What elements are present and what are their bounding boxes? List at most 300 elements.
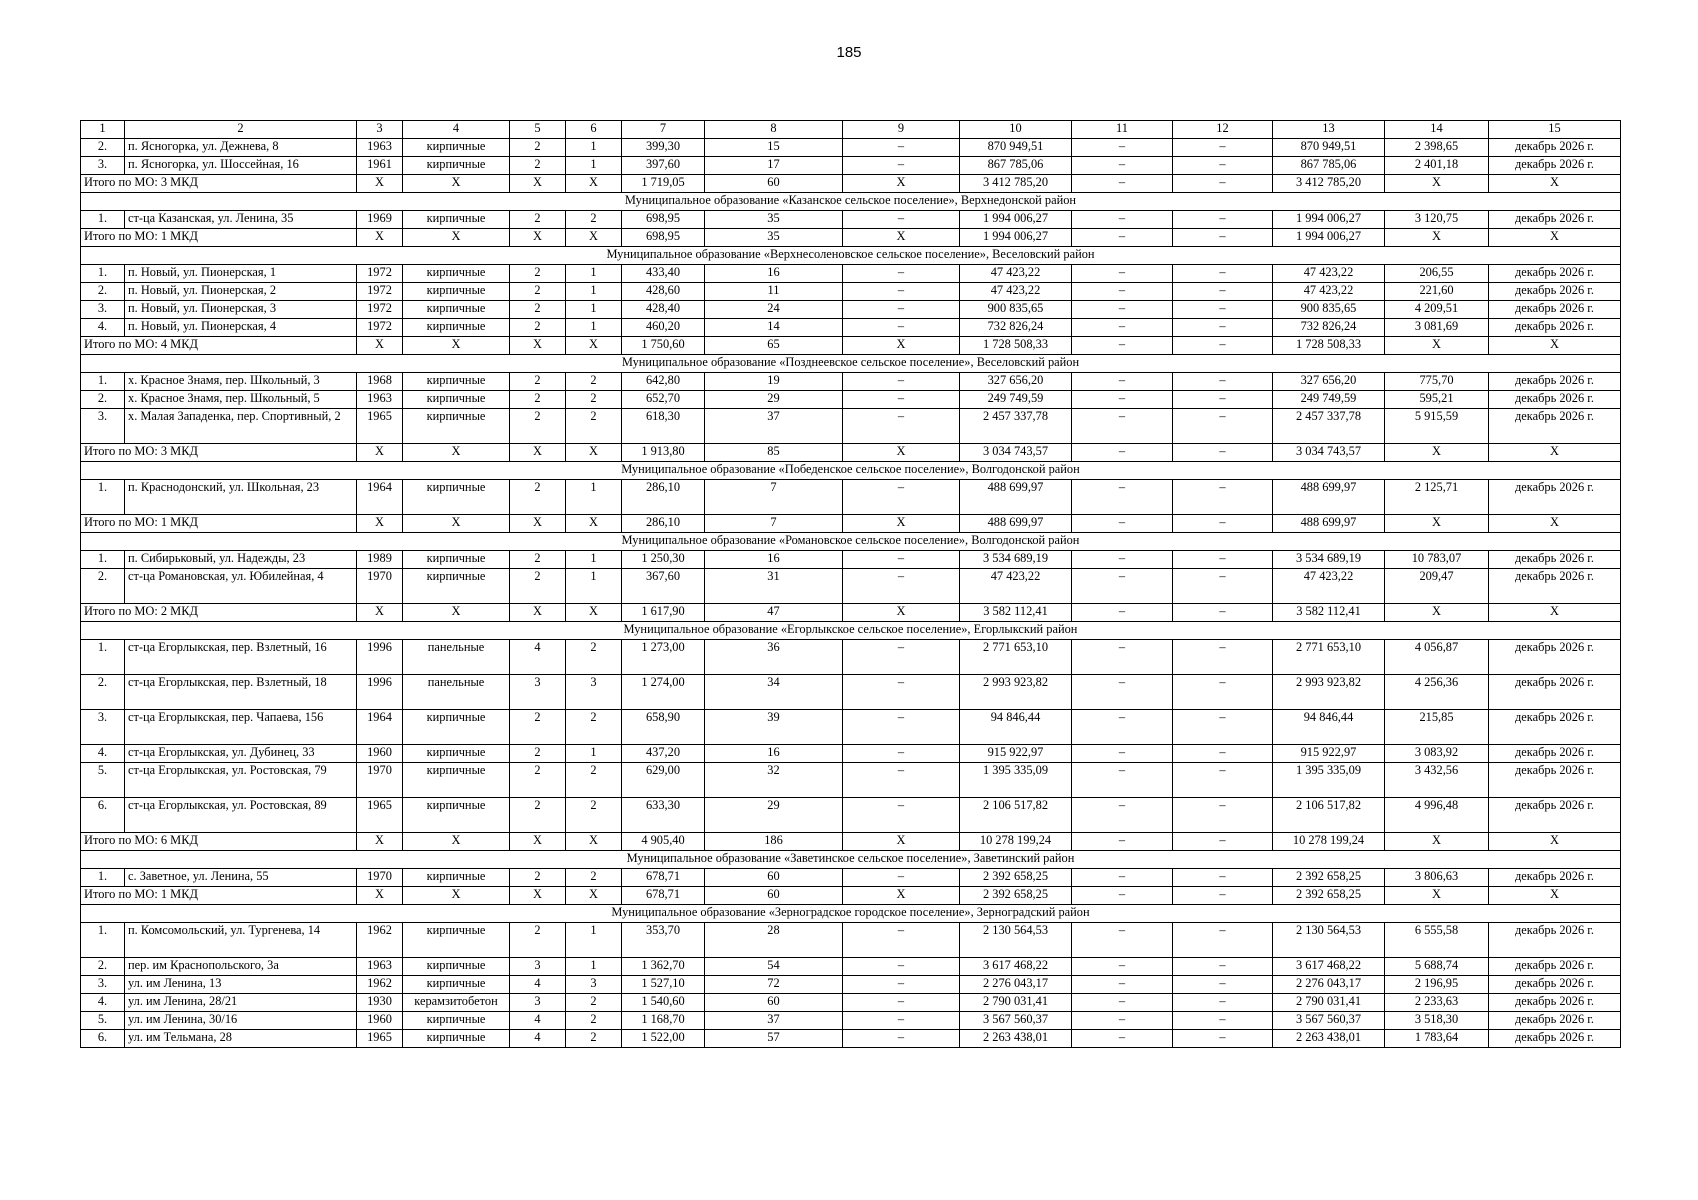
cell-area: 353,70: [622, 923, 705, 958]
total-cell-area: 1 750,60: [622, 337, 705, 355]
cell-cost-per-m2: 595,21: [1385, 391, 1489, 409]
section-row: [81, 851, 1621, 869]
cell-floors: 2: [510, 923, 566, 958]
total-row: [81, 833, 1621, 851]
table-row: [81, 569, 1621, 604]
cell-residents: 37: [705, 1012, 843, 1030]
cell-col9: –: [843, 976, 960, 994]
cell-total-cost: 915 922,97: [1273, 745, 1385, 763]
cell-col12: –: [1173, 994, 1273, 1012]
total-cell-deadline: X: [1489, 833, 1621, 851]
cell-cost-per-m2: 206,55: [1385, 265, 1489, 283]
cell-deadline: декабрь 2026 г.: [1489, 869, 1621, 887]
cell-cost-per-m2: 3 083,92: [1385, 745, 1489, 763]
total-cell-floors: X: [510, 515, 566, 533]
cell-residents: 11: [705, 283, 843, 301]
cell-cost-per-m2: 2 398,65: [1385, 139, 1489, 157]
cell-cost-per-m2: 5 915,59: [1385, 409, 1489, 444]
total-cell-cost-per-m2: X: [1385, 604, 1489, 622]
table-row: [81, 319, 1621, 337]
cell-residents: 16: [705, 265, 843, 283]
cell-floors: 2: [510, 157, 566, 175]
cell-total-cost: 2 771 653,10: [1273, 640, 1385, 675]
cell-address: п. Ясногорка, ул. Дежнева, 8: [125, 139, 357, 157]
cell-floors: 4: [510, 976, 566, 994]
cell-number: 1.: [81, 551, 125, 569]
cell-col9: –: [843, 409, 960, 444]
table-row: [81, 157, 1621, 175]
cell-residents: 57: [705, 1030, 843, 1048]
table-row: [81, 869, 1621, 887]
total-cell-total-cost: 2 392 658,25: [1273, 887, 1385, 905]
cell-cost: 1 994 006,27: [960, 211, 1072, 229]
cell-cost: 1 395 335,09: [960, 763, 1072, 798]
cell-entrances: 1: [566, 480, 622, 515]
cell-year: 1962: [357, 976, 403, 994]
cell-residents: 54: [705, 958, 843, 976]
cell-cost: 2 392 658,25: [960, 869, 1072, 887]
table-row: [81, 976, 1621, 994]
cell-number: 1.: [81, 640, 125, 675]
cell-wall-material: кирпичные: [403, 976, 510, 994]
cell-deadline: декабрь 2026 г.: [1489, 710, 1621, 745]
total-cell-residents: 65: [705, 337, 843, 355]
cell-area: 397,60: [622, 157, 705, 175]
cell-col9: –: [843, 798, 960, 833]
total-cell-residents: 60: [705, 175, 843, 193]
cell-cost: 2 993 923,82: [960, 675, 1072, 710]
cell-area: 1 273,00: [622, 640, 705, 675]
cell-col12: –: [1173, 710, 1273, 745]
cell-total-cost: 2 457 337,78: [1273, 409, 1385, 444]
cell-wall-material: кирпичные: [403, 265, 510, 283]
cell-floors: 2: [510, 373, 566, 391]
cell-area: 433,40: [622, 265, 705, 283]
total-cell-col11: –: [1072, 229, 1173, 247]
total-cell-cost-per-m2: X: [1385, 887, 1489, 905]
cell-cost-per-m2: 2 125,71: [1385, 480, 1489, 515]
cell-area: 437,20: [622, 745, 705, 763]
total-cell-deadline: X: [1489, 887, 1621, 905]
total-cell-entrances: X: [566, 337, 622, 355]
cell-total-cost: 327 656,20: [1273, 373, 1385, 391]
total-cell-col11: –: [1072, 175, 1173, 193]
cell-address: п. Комсомольский, ул. Тургенева, 14: [125, 923, 357, 958]
total-cell-total-cost: 10 278 199,24: [1273, 833, 1385, 851]
cell-cost-per-m2: 5 688,74: [1385, 958, 1489, 976]
total-cell-area: 1 719,05: [622, 175, 705, 193]
cell-total-cost: 2 392 658,25: [1273, 869, 1385, 887]
total-cell-col11: –: [1072, 833, 1173, 851]
cell-col11: –: [1072, 409, 1173, 444]
total-cell-floors: X: [510, 604, 566, 622]
cell-col9: –: [843, 157, 960, 175]
total-cell-col9: X: [843, 229, 960, 247]
cell-number: 1.: [81, 869, 125, 887]
cell-year: 1996: [357, 640, 403, 675]
total-cell-col9: X: [843, 833, 960, 851]
total-cell-area: 4 905,40: [622, 833, 705, 851]
cell-entrances: 1: [566, 139, 622, 157]
cell-area: 652,70: [622, 391, 705, 409]
cell-cost-per-m2: 3 081,69: [1385, 319, 1489, 337]
header-cell: 14: [1385, 121, 1489, 139]
cell-entrances: 1: [566, 265, 622, 283]
total-cell-cost: 3 034 743,57: [960, 444, 1072, 462]
cell-total-cost: 870 949,51: [1273, 139, 1385, 157]
cell-col9: –: [843, 211, 960, 229]
table-row: [81, 675, 1621, 710]
total-cell-deadline: X: [1489, 515, 1621, 533]
cell-col12: –: [1173, 923, 1273, 958]
cell-address: ул. им Тельмана, 28: [125, 1030, 357, 1048]
cell-col11: –: [1072, 763, 1173, 798]
cell-address: ст-ца Егорлыкская, ул. Ростовская, 89: [125, 798, 357, 833]
cell-entrances: 1: [566, 551, 622, 569]
total-label: Итого по МО: 1 МКД: [81, 515, 357, 533]
cell-year: 1965: [357, 409, 403, 444]
cell-number: 1.: [81, 923, 125, 958]
cell-col11: –: [1072, 994, 1173, 1012]
total-cell-entrances: X: [566, 887, 622, 905]
cell-col12: –: [1173, 569, 1273, 604]
cell-number: 2.: [81, 675, 125, 710]
cell-entrances: 2: [566, 710, 622, 745]
cell-number: 6.: [81, 798, 125, 833]
total-cell-residents: 7: [705, 515, 843, 533]
total-cell-col9: X: [843, 175, 960, 193]
cell-residents: 34: [705, 675, 843, 710]
total-cell-cost: 10 278 199,24: [960, 833, 1072, 851]
cell-wall-material: кирпичные: [403, 869, 510, 887]
cell-wall-material: кирпичные: [403, 319, 510, 337]
cell-cost-per-m2: 3 120,75: [1385, 211, 1489, 229]
cell-col11: –: [1072, 391, 1173, 409]
cell-cost: 2 106 517,82: [960, 798, 1072, 833]
cell-number: 3.: [81, 409, 125, 444]
cell-floors: 2: [510, 480, 566, 515]
cell-col11: –: [1072, 869, 1173, 887]
total-cell-cost-per-m2: X: [1385, 175, 1489, 193]
cell-wall-material: кирпичные: [403, 710, 510, 745]
total-cell-col9: X: [843, 515, 960, 533]
total-cell-col11: –: [1072, 515, 1173, 533]
cell-area: 367,60: [622, 569, 705, 604]
section-title: Муниципальное образование «Романовское сельское поселение», Волгодонской район: [81, 533, 1621, 551]
cell-cost: 47 423,22: [960, 265, 1072, 283]
total-cell-floors: X: [510, 175, 566, 193]
table-row: [81, 640, 1621, 675]
total-cell-deadline: X: [1489, 337, 1621, 355]
cell-total-cost: 488 699,97: [1273, 480, 1385, 515]
cell-address: ул. им Ленина, 28/21: [125, 994, 357, 1012]
cell-cost-per-m2: 4 996,48: [1385, 798, 1489, 833]
total-cell-residents: 35: [705, 229, 843, 247]
cell-area: 618,30: [622, 409, 705, 444]
cell-address: ст-ца Егорлыкская, ул. Ростовская, 79: [125, 763, 357, 798]
cell-floors: 2: [510, 710, 566, 745]
cell-col11: –: [1072, 745, 1173, 763]
cell-col9: –: [843, 994, 960, 1012]
cell-floors: 2: [510, 301, 566, 319]
total-cell-floors: X: [510, 887, 566, 905]
cell-col11: –: [1072, 265, 1173, 283]
table-row: [81, 391, 1621, 409]
cell-residents: 29: [705, 798, 843, 833]
table-row: [81, 283, 1621, 301]
cell-cost-per-m2: 3 518,30: [1385, 1012, 1489, 1030]
cell-area: 1 540,60: [622, 994, 705, 1012]
total-cell-total-cost: 488 699,97: [1273, 515, 1385, 533]
cell-entrances: 1: [566, 157, 622, 175]
cell-wall-material: кирпичные: [403, 157, 510, 175]
cell-entrances: 1: [566, 745, 622, 763]
cell-deadline: декабрь 2026 г.: [1489, 745, 1621, 763]
cell-total-cost: 2 263 438,01: [1273, 1030, 1385, 1048]
cell-cost: 870 949,51: [960, 139, 1072, 157]
cell-number: 1.: [81, 373, 125, 391]
cell-cost: 94 846,44: [960, 710, 1072, 745]
cell-cost: 867 785,06: [960, 157, 1072, 175]
cell-residents: 17: [705, 157, 843, 175]
total-cell-cost: 1 728 508,33: [960, 337, 1072, 355]
total-cell-year: X: [357, 887, 403, 905]
table-row: [81, 373, 1621, 391]
total-cell-entrances: X: [566, 833, 622, 851]
cell-col12: –: [1173, 283, 1273, 301]
cell-col12: –: [1173, 976, 1273, 994]
cell-deadline: декабрь 2026 г.: [1489, 763, 1621, 798]
cell-col12: –: [1173, 319, 1273, 337]
cell-residents: 31: [705, 569, 843, 604]
total-cell-wall-material: X: [403, 175, 510, 193]
cell-deadline: декабрь 2026 г.: [1489, 409, 1621, 444]
cell-number: 4.: [81, 994, 125, 1012]
section-row: [81, 533, 1621, 551]
cell-residents: 16: [705, 745, 843, 763]
total-cell-entrances: X: [566, 604, 622, 622]
header-cell: 15: [1489, 121, 1621, 139]
total-cell-cost: 3 412 785,20: [960, 175, 1072, 193]
cell-floors: 4: [510, 640, 566, 675]
cell-deadline: декабрь 2026 г.: [1489, 373, 1621, 391]
total-label: Итого по МО: 3 МКД: [81, 444, 357, 462]
cell-col9: –: [843, 675, 960, 710]
cell-col12: –: [1173, 958, 1273, 976]
cell-cost: 3 617 468,22: [960, 958, 1072, 976]
total-row: [81, 515, 1621, 533]
cell-total-cost: 94 846,44: [1273, 710, 1385, 745]
section-row: [81, 193, 1621, 211]
cell-residents: 35: [705, 211, 843, 229]
total-row: [81, 604, 1621, 622]
cell-number: 3.: [81, 301, 125, 319]
total-row: [81, 887, 1621, 905]
total-cell-total-cost: 3 412 785,20: [1273, 175, 1385, 193]
cell-cost-per-m2: 215,85: [1385, 710, 1489, 745]
cell-wall-material: керамзитобетон: [403, 994, 510, 1012]
cell-col12: –: [1173, 763, 1273, 798]
cell-total-cost: 1 994 006,27: [1273, 211, 1385, 229]
total-cell-wall-material: X: [403, 604, 510, 622]
cell-total-cost: 2 276 043,17: [1273, 976, 1385, 994]
cell-number: 2.: [81, 958, 125, 976]
cell-area: 633,30: [622, 798, 705, 833]
total-cell-deadline: X: [1489, 444, 1621, 462]
cell-residents: 36: [705, 640, 843, 675]
total-label: Итого по МО: 1 МКД: [81, 887, 357, 905]
cell-cost: 2 130 564,53: [960, 923, 1072, 958]
cell-wall-material: кирпичные: [403, 798, 510, 833]
cell-address: ст-ца Егорлыкская, пер. Взлетный, 18: [125, 675, 357, 710]
cell-col12: –: [1173, 798, 1273, 833]
cell-cost-per-m2: 10 783,07: [1385, 551, 1489, 569]
cell-deadline: декабрь 2026 г.: [1489, 1012, 1621, 1030]
cell-residents: 72: [705, 976, 843, 994]
total-cell-year: X: [357, 833, 403, 851]
cell-total-cost: 2 106 517,82: [1273, 798, 1385, 833]
cell-year: 1970: [357, 569, 403, 604]
table-row: [81, 923, 1621, 958]
cell-number: 5.: [81, 1012, 125, 1030]
total-cell-entrances: X: [566, 175, 622, 193]
page-number: 185: [836, 44, 862, 61]
header-cell: 8: [705, 121, 843, 139]
cell-cost: 2 771 653,10: [960, 640, 1072, 675]
cell-entrances: 2: [566, 391, 622, 409]
total-cell-col9: X: [843, 604, 960, 622]
cell-year: 1960: [357, 1012, 403, 1030]
cell-number: 1.: [81, 211, 125, 229]
total-cell-deadline: X: [1489, 229, 1621, 247]
cell-cost: 915 922,97: [960, 745, 1072, 763]
cell-wall-material: кирпичные: [403, 569, 510, 604]
table-row: [81, 1012, 1621, 1030]
cell-wall-material: кирпичные: [403, 139, 510, 157]
cell-wall-material: кирпичные: [403, 211, 510, 229]
cell-area: 678,71: [622, 869, 705, 887]
cell-total-cost: 47 423,22: [1273, 283, 1385, 301]
total-cell-col9: X: [843, 444, 960, 462]
cell-area: 1 168,70: [622, 1012, 705, 1030]
cell-residents: 19: [705, 373, 843, 391]
total-cell-col12: –: [1173, 833, 1273, 851]
cell-cost-per-m2: 775,70: [1385, 373, 1489, 391]
table-row: [81, 798, 1621, 833]
cell-cost: 900 835,65: [960, 301, 1072, 319]
cell-wall-material: кирпичные: [403, 283, 510, 301]
cell-floors: 2: [510, 283, 566, 301]
total-cell-col11: –: [1072, 337, 1173, 355]
header-cell: 6: [566, 121, 622, 139]
cell-wall-material: кирпичные: [403, 551, 510, 569]
cell-area: 1 522,00: [622, 1030, 705, 1048]
cell-cost: 47 423,22: [960, 283, 1072, 301]
cell-year: 1962: [357, 923, 403, 958]
cell-area: 1 362,70: [622, 958, 705, 976]
cell-entrances: 1: [566, 569, 622, 604]
cell-area: 1 274,00: [622, 675, 705, 710]
cell-wall-material: панельные: [403, 640, 510, 675]
cell-year: 1970: [357, 869, 403, 887]
cell-col9: –: [843, 745, 960, 763]
cell-number: 2.: [81, 569, 125, 604]
housing-table: [80, 120, 1621, 1048]
cell-year: 1960: [357, 745, 403, 763]
cell-year: 1965: [357, 1030, 403, 1048]
total-cell-cost: 488 699,97: [960, 515, 1072, 533]
cell-col9: –: [843, 551, 960, 569]
total-cell-floors: X: [510, 833, 566, 851]
cell-total-cost: 3 617 468,22: [1273, 958, 1385, 976]
cell-floors: 3: [510, 675, 566, 710]
section-title: Муниципальное образование «Победенское сельское поселение», Волгодонской район: [81, 462, 1621, 480]
total-cell-col12: –: [1173, 175, 1273, 193]
header-cell: 3: [357, 121, 403, 139]
cell-year: 1970: [357, 763, 403, 798]
cell-address: ул. им Ленина, 13: [125, 976, 357, 994]
total-cell-cost-per-m2: X: [1385, 229, 1489, 247]
cell-number: 1.: [81, 265, 125, 283]
cell-area: 428,40: [622, 301, 705, 319]
cell-cost-per-m2: 1 783,64: [1385, 1030, 1489, 1048]
cell-deadline: декабрь 2026 г.: [1489, 157, 1621, 175]
cell-deadline: декабрь 2026 г.: [1489, 551, 1621, 569]
cell-col11: –: [1072, 640, 1173, 675]
cell-deadline: декабрь 2026 г.: [1489, 1030, 1621, 1048]
cell-col11: –: [1072, 675, 1173, 710]
total-cell-residents: 60: [705, 887, 843, 905]
cell-entrances: 2: [566, 869, 622, 887]
cell-col9: –: [843, 301, 960, 319]
header-cell: 10: [960, 121, 1072, 139]
total-cell-year: X: [357, 337, 403, 355]
total-cell-residents: 85: [705, 444, 843, 462]
cell-col9: –: [843, 283, 960, 301]
total-cell-year: X: [357, 229, 403, 247]
total-cell-area: 1 617,90: [622, 604, 705, 622]
cell-col9: –: [843, 265, 960, 283]
cell-floors: 2: [510, 319, 566, 337]
cell-col11: –: [1072, 139, 1173, 157]
cell-col11: –: [1072, 373, 1173, 391]
total-row: [81, 444, 1621, 462]
cell-cost-per-m2: 4 209,51: [1385, 301, 1489, 319]
cell-address: х. Красное Знамя, пер. Школьный, 3: [125, 373, 357, 391]
cell-address: ст-ца Егорлыкская, ул. Дубинец, 33: [125, 745, 357, 763]
total-cell-col12: –: [1173, 887, 1273, 905]
cell-floors: 4: [510, 1012, 566, 1030]
cell-floors: 2: [510, 265, 566, 283]
table-row: [81, 763, 1621, 798]
total-row: [81, 229, 1621, 247]
total-cell-floors: X: [510, 337, 566, 355]
cell-address: ст-ца Егорлыкская, пер. Взлетный, 16: [125, 640, 357, 675]
cell-entrances: 1: [566, 301, 622, 319]
cell-entrances: 2: [566, 1012, 622, 1030]
cell-wall-material: панельные: [403, 675, 510, 710]
cell-entrances: 2: [566, 640, 622, 675]
cell-residents: 15: [705, 139, 843, 157]
cell-total-cost: 1 395 335,09: [1273, 763, 1385, 798]
cell-entrances: 2: [566, 763, 622, 798]
cell-col9: –: [843, 923, 960, 958]
total-cell-year: X: [357, 515, 403, 533]
cell-col12: –: [1173, 1012, 1273, 1030]
cell-deadline: декабрь 2026 г.: [1489, 283, 1621, 301]
cell-wall-material: кирпичные: [403, 409, 510, 444]
cell-year: 1963: [357, 958, 403, 976]
